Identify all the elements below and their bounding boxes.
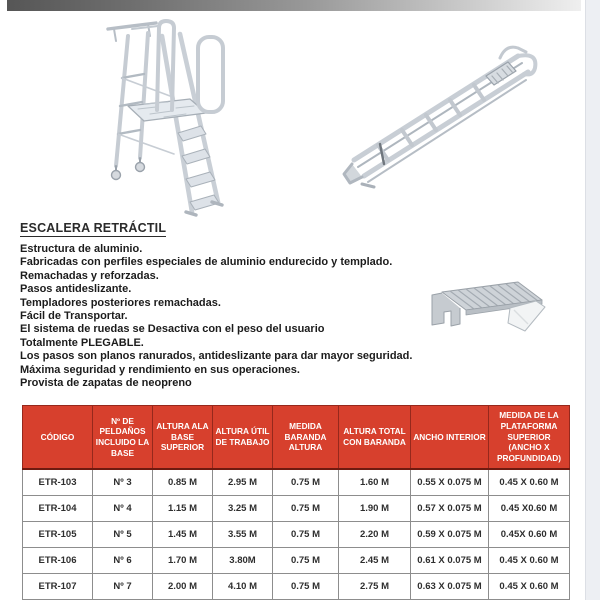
header-altura-total: ALTURA TOTAL CON BARANDA <box>339 406 411 470</box>
cell-altura-base: 2.00 M <box>153 574 213 600</box>
cell-altura-util: 3.55 M <box>213 522 273 548</box>
cell-plataforma: 0.45 X 0.60 M <box>489 574 570 600</box>
feature-line: Templadores posteriores remachadas. <box>20 296 221 309</box>
table-row <box>23 574 570 600</box>
feature-line: Fácil de Transportar. <box>20 310 128 323</box>
table-row <box>23 522 570 548</box>
page-title-text: ESCALERA RETRÁCTIL <box>20 221 167 235</box>
cell-peldanos: Nº 4 <box>93 496 153 522</box>
cell-altura-base: 1.45 M <box>153 522 213 548</box>
cell-altura-util: 3.80M <box>213 548 273 574</box>
cell-codigo: ETR-104 <box>23 496 93 522</box>
feature-line: Remachadas y reforzadas. <box>20 269 159 282</box>
cell-altura-util: 4.10 M <box>213 574 273 600</box>
header-plataforma: MEDIDA DE LA PLATAFORMA SUPERIOR (ANCHO X PROFUNDIDAD) <box>489 406 570 470</box>
table-header-row <box>23 406 570 470</box>
cell-altura-total: 2.75 M <box>339 574 411 600</box>
page-edge-strip <box>585 0 600 600</box>
feature-line: Los pasos son planos ranurados, antideslizante para dar mayor seguridad. <box>20 350 413 363</box>
feature-line: Fabricadas con perfiles especiales de aluminio endurecido y templado. <box>20 256 393 269</box>
cell-altura-total: 1.60 M <box>339 469 411 496</box>
feature-line: Estructura de aluminio. <box>20 243 143 255</box>
cell-codigo: ETR-103 <box>23 469 93 496</box>
table-row <box>23 548 570 574</box>
cell-altura-util: 3.25 M <box>213 496 273 522</box>
cell-medida-baranda: 0.75 M <box>273 522 339 548</box>
cell-altura-util: 2.95 M <box>213 469 273 496</box>
header-ancho-interior: ANCHO INTERIOR <box>411 406 489 470</box>
cell-medida-baranda: 0.75 M <box>273 469 339 496</box>
cell-peldanos: Nº 6 <box>93 548 153 574</box>
cell-ancho-interior: 0.57 X 0.075 M <box>411 496 489 522</box>
cell-peldanos: Nº 3 <box>93 469 153 496</box>
cell-plataforma: 0.45 X 0.60 M <box>489 469 570 496</box>
header-medida-baranda: MEDIDA BARANDA ALTURA <box>273 406 339 470</box>
header-altura-util: ALTURA ÚTIL DE TRABAJO <box>213 406 273 470</box>
table-row <box>23 469 570 496</box>
cell-codigo: ETR-106 <box>23 548 93 574</box>
feature-line: El sistema de ruedas se Desactiva con el peso del usuario <box>20 323 325 336</box>
top-gradient-bar <box>7 0 581 11</box>
cell-plataforma: 0.45 X0.60 M <box>489 496 570 522</box>
spec-table <box>22 405 570 600</box>
cell-medida-baranda: 0.75 M <box>273 574 339 600</box>
cell-ancho-interior: 0.59 X 0.075 M <box>411 522 489 548</box>
feature-line: Pasos antideslizante. <box>20 283 132 296</box>
cell-altura-total: 2.20 M <box>339 522 411 548</box>
feature-list <box>20 243 450 390</box>
cell-codigo: ETR-105 <box>23 522 93 548</box>
feature-line: Totalmente PLEGABLE. <box>20 336 144 349</box>
cell-altura-base: 1.15 M <box>153 496 213 522</box>
table-row <box>23 496 570 522</box>
platform-ladder-image <box>98 14 236 220</box>
cell-altura-base: 0.85 M <box>153 469 213 496</box>
cell-peldanos: Nº 5 <box>93 522 153 548</box>
feature-line: Máxima seguridad y rendimiento en sus operaciones. <box>20 363 300 376</box>
cell-codigo: ETR-107 <box>23 574 93 600</box>
header-peldanos: Nº DE PELDAÑOS INCLUIDO LA BASE <box>93 406 153 470</box>
cell-peldanos: Nº 7 <box>93 574 153 600</box>
cell-ancho-interior: 0.55 X 0.075 M <box>411 469 489 496</box>
cell-altura-total: 1.90 M <box>339 496 411 522</box>
cell-medida-baranda: 0.75 M <box>273 496 339 522</box>
cell-medida-baranda: 0.75 M <box>273 548 339 574</box>
cell-ancho-interior: 0.63 X 0.075 M <box>411 574 489 600</box>
header-altura-base: ALTURA ALA BASE SUPERIOR <box>153 406 213 470</box>
cell-altura-base: 1.70 M <box>153 548 213 574</box>
feature-line: Provista de zapatas de neopreno <box>20 377 192 390</box>
cell-altura-total: 2.45 M <box>339 548 411 574</box>
cell-plataforma: 0.45 X 0.60 M <box>489 548 570 574</box>
header-codigo: CÓDIGO <box>23 406 93 470</box>
cell-plataforma: 0.45X 0.60 M <box>489 522 570 548</box>
cell-ancho-interior: 0.61 X 0.075 M <box>411 548 489 574</box>
folded-ladder-image <box>340 24 542 202</box>
page-title <box>20 221 166 237</box>
